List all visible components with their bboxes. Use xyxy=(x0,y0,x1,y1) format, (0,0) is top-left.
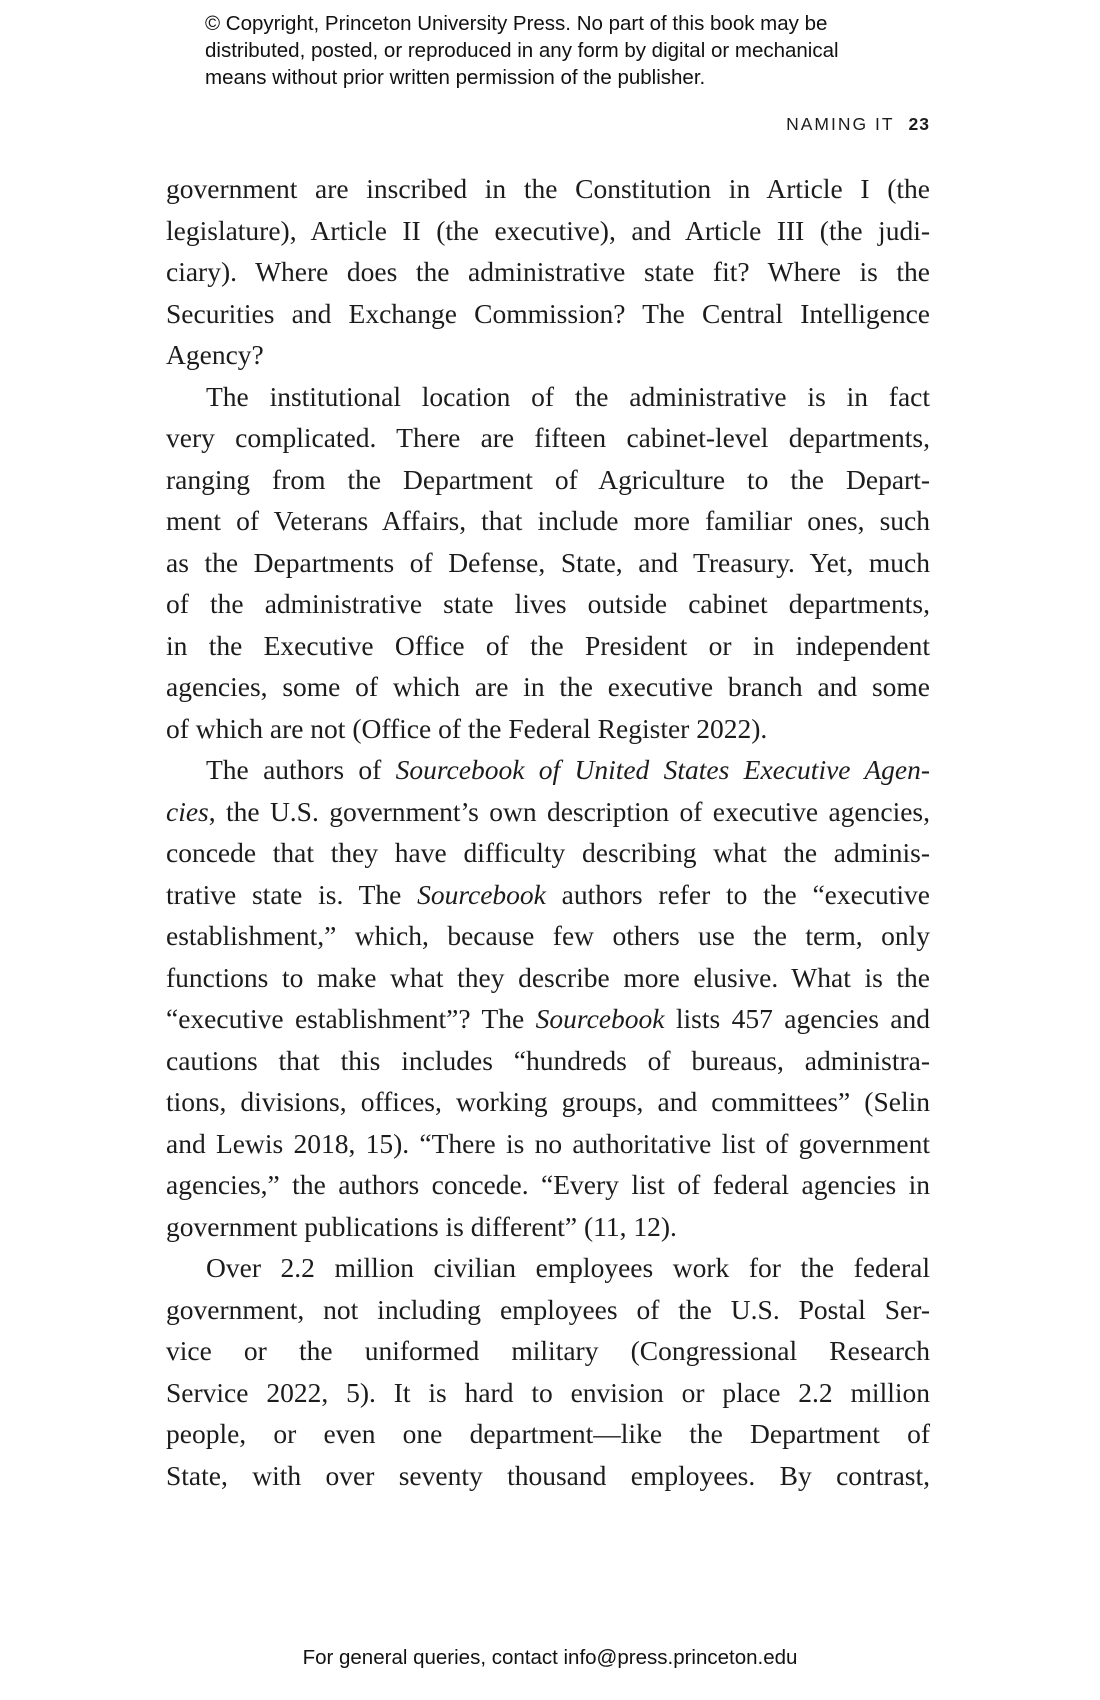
book-title-italic: Sourcebook of United States Executive Agen- xyxy=(395,754,930,785)
copyright-line: means without prior written permission of the publisher. xyxy=(205,66,706,89)
text-line: people, or even one department—like the Department of xyxy=(166,1418,930,1449)
text-segment: The authors of xyxy=(206,754,396,785)
text-line: very complicated. There are fifteen cabinet-level departments, xyxy=(166,422,930,453)
text-line xyxy=(166,791,930,833)
text-line: ment of Veterans Affairs, that include more familiar ones, such xyxy=(166,505,930,536)
text-line: Securities and Exchange Commission? The Central Intelligence xyxy=(166,297,930,329)
text-line: tions, divisions, offices, working groups, and committees” (Selin xyxy=(166,1086,930,1117)
footer-contact: For general queries, contact info@press.princeton.edu xyxy=(302,1646,798,1669)
copyright-line: distributed, posted, or reproduced in any form by digital or mechanical xyxy=(205,39,839,62)
copyright-line: © Copyright, Princeton University Press. No part of this book may be xyxy=(205,12,828,35)
text-line: State, with over seventy thousand employees. By contrast, xyxy=(166,1459,930,1491)
text-line xyxy=(166,998,930,1040)
text-line: of which are not (Office of the Federal Register 2022). xyxy=(166,712,768,744)
text-line: Service 2022, 5). It is hard to envision or place 2.2 million xyxy=(166,1376,930,1408)
text-segment: trative state is. The xyxy=(166,878,418,910)
text-line xyxy=(166,874,930,916)
text-line: concede that they have difficulty describing what the adminis- xyxy=(166,837,930,868)
text-line: ranging from the Department of Agriculture to the Depart- xyxy=(166,463,930,495)
text-line: cautions that this includes “hundreds of bureaus, administra- xyxy=(166,1044,930,1076)
text-line: in the Executive Office of the President or in independent xyxy=(166,629,930,661)
text-line: and Lewis 2018, 15). “There is no authoritative list of government xyxy=(166,1127,930,1159)
body-text xyxy=(166,168,930,1496)
text-line: The institutional location of the administrative is in fact xyxy=(206,380,930,412)
text-line: vice or the uniformed military (Congressional Research xyxy=(166,1335,930,1366)
text-line: Over 2.2 million civilian employees work for the federal xyxy=(206,1252,930,1283)
copyright-notice xyxy=(205,10,965,91)
text-line: of the administrative state lives outside cabinet departments, xyxy=(166,588,930,619)
text-line: government, not including employees of the U.S. Postal Ser- xyxy=(166,1293,930,1325)
book-title-italic: Sourcebook xyxy=(417,878,546,910)
text-line: as the Departments of Defense, State, and Treasury. Yet, much xyxy=(166,546,930,578)
running-head xyxy=(600,114,930,135)
text-segment: lists 457 agencies and xyxy=(664,1003,931,1034)
text-line: functions to make what they describe more elusive. What is the xyxy=(166,961,930,993)
book-title-italic: Sourcebook xyxy=(535,1003,665,1034)
text-line: agencies, some of which are in the executive branch and some xyxy=(166,671,930,702)
text-line xyxy=(166,749,930,791)
text-line: Agency? xyxy=(166,339,264,370)
text-line: government are inscribed in the Constitution in Article I (the xyxy=(166,173,930,204)
text-segment: “executive establishment”? The xyxy=(166,1003,536,1034)
text-segment: , the U.S. government’s own description of executive agencies, xyxy=(208,795,930,827)
text-line: establishment,” which, because few others use the term, only xyxy=(166,920,930,951)
text-line: agencies,” the authors concede. “Every list of federal agencies in xyxy=(166,1169,930,1200)
chapter-title: NAMING IT xyxy=(786,114,895,134)
text-line: government publications is different” (11, 12). xyxy=(166,1210,677,1242)
text-line: legislature), Article II (the executive), and Article III (the judi- xyxy=(166,214,930,246)
text-line: ciary). Where does the administrative state fit? Where is the xyxy=(166,256,930,287)
page-number: 23 xyxy=(908,114,930,134)
text-segment: authors refer to the “executive xyxy=(545,878,931,910)
book-title-italic: cies xyxy=(166,795,209,827)
